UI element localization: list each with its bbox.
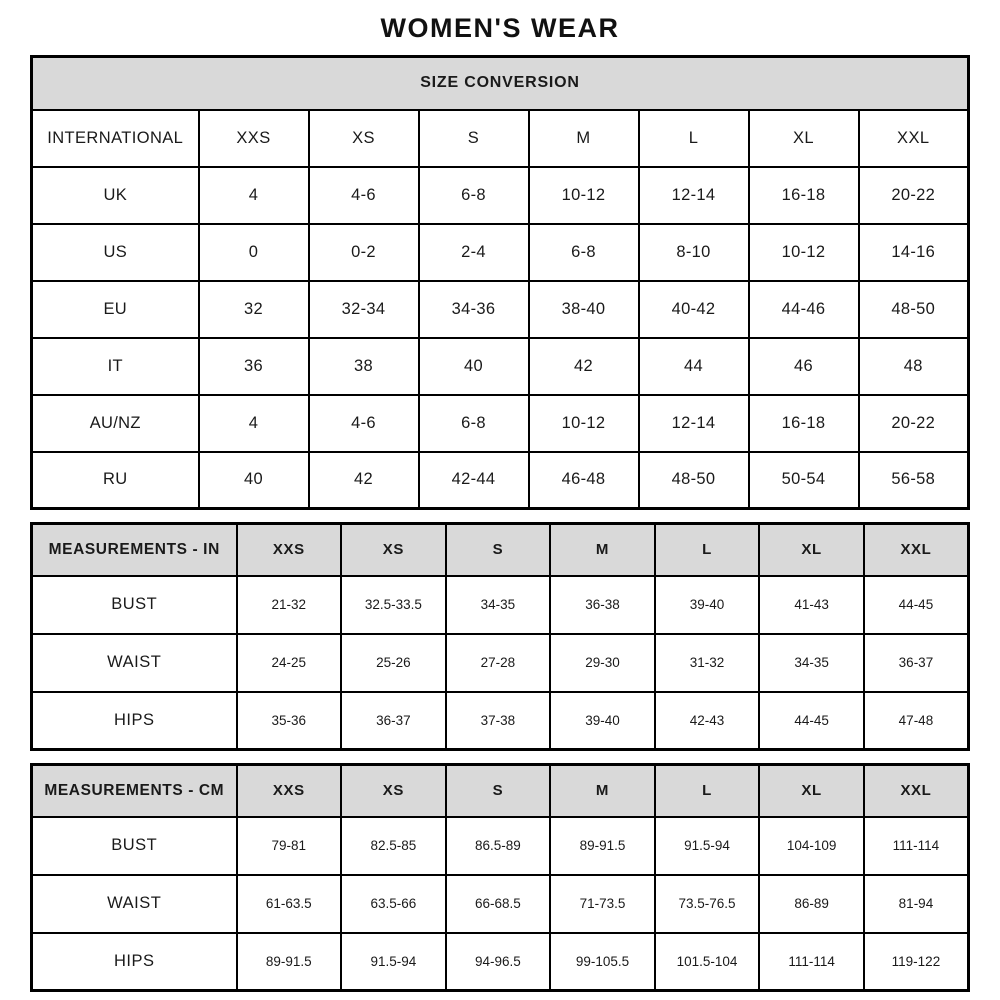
column-header: XS (309, 110, 419, 167)
row-label: EU (32, 281, 199, 338)
size-value: 39-40 (550, 692, 655, 750)
size-value: 34-35 (446, 576, 551, 634)
size-value: 10-12 (749, 224, 859, 281)
size-value: 12-14 (639, 395, 749, 452)
size-value: 20-22 (859, 395, 969, 452)
size-value: 101.5-104 (655, 933, 760, 991)
table-row (32, 634, 969, 692)
size-value: 42 (529, 338, 639, 395)
table-row (32, 692, 969, 750)
size-value: 61-63.5 (237, 875, 342, 933)
size-value: 16-18 (749, 167, 859, 224)
size-value: 63.5-66 (341, 875, 446, 933)
size-value: 40 (419, 338, 529, 395)
size-conversion-table (30, 55, 970, 510)
column-header: M (550, 524, 655, 576)
size-value: 82.5-85 (341, 817, 446, 875)
size-value: 10-12 (529, 395, 639, 452)
size-value: 20-22 (859, 167, 969, 224)
size-value: 25-26 (341, 634, 446, 692)
size-value: 111-114 (759, 933, 864, 991)
size-value: 4 (199, 395, 309, 452)
size-value: 71-73.5 (550, 875, 655, 933)
size-value: 89-91.5 (550, 817, 655, 875)
page-title: WOMEN'S WEAR (380, 13, 620, 43)
column-header: S (419, 110, 529, 167)
size-value: 36-37 (864, 634, 969, 692)
table-row (32, 524, 969, 576)
size-value: 2-4 (419, 224, 529, 281)
column-header: XXL (864, 765, 969, 817)
size-value: 40-42 (639, 281, 749, 338)
row-label: IT (32, 338, 199, 395)
size-value: 21-32 (237, 576, 342, 634)
size-value: 0-2 (309, 224, 419, 281)
size-value: 6-8 (419, 395, 529, 452)
row-label: WAIST (32, 634, 237, 692)
table-title: MEASUREMENTS - CM (32, 765, 237, 817)
column-header: L (639, 110, 749, 167)
column-header: XS (341, 765, 446, 817)
size-value: 48-50 (859, 281, 969, 338)
table-row (32, 817, 969, 875)
size-value: 91.5-94 (655, 817, 760, 875)
row-label: BUST (32, 576, 237, 634)
size-value: 81-94 (864, 875, 969, 933)
size-value: 37-38 (446, 692, 551, 750)
size-value: 44-45 (759, 692, 864, 750)
size-value: 86.5-89 (446, 817, 551, 875)
size-value: 35-36 (237, 692, 342, 750)
size-value: 4 (199, 167, 309, 224)
size-value: 34-36 (419, 281, 529, 338)
size-value: 73.5-76.5 (655, 875, 760, 933)
size-value: 42-43 (655, 692, 760, 750)
row-label: RU (32, 452, 199, 509)
size-value: 56-58 (859, 452, 969, 509)
size-value: 0 (199, 224, 309, 281)
row-label: HIPS (32, 933, 237, 991)
size-value: 24-25 (237, 634, 342, 692)
size-value: 104-109 (759, 817, 864, 875)
size-value: 4-6 (309, 395, 419, 452)
size-value: 10-12 (529, 167, 639, 224)
table-title: SIZE CONVERSION (32, 57, 969, 110)
size-value: 31-32 (655, 634, 760, 692)
measurements-in-table (30, 522, 970, 751)
column-header: L (655, 765, 760, 817)
table-row (32, 875, 969, 933)
table-row (32, 395, 969, 452)
size-value: 66-68.5 (446, 875, 551, 933)
size-value: 47-48 (864, 692, 969, 750)
column-header: S (446, 765, 551, 817)
size-value: 46 (749, 338, 859, 395)
measurements-cm-table (30, 763, 970, 992)
table-row (32, 338, 969, 395)
size-value: 8-10 (639, 224, 749, 281)
row-label: BUST (32, 817, 237, 875)
size-value: 41-43 (759, 576, 864, 634)
size-value: 14-16 (859, 224, 969, 281)
column-header: XXL (864, 524, 969, 576)
size-value: 32 (199, 281, 309, 338)
size-value: 99-105.5 (550, 933, 655, 991)
size-value: 91.5-94 (341, 933, 446, 991)
size-value: 36-38 (550, 576, 655, 634)
size-value: 40 (199, 452, 309, 509)
size-value: 4-6 (309, 167, 419, 224)
column-header: M (529, 110, 639, 167)
table-row (32, 281, 969, 338)
size-value: 38-40 (529, 281, 639, 338)
row-label: US (32, 224, 199, 281)
size-value: 48-50 (639, 452, 749, 509)
row-label: HIPS (32, 692, 237, 750)
table-row (32, 933, 969, 991)
table-row (32, 224, 969, 281)
row-label: AU/NZ (32, 395, 199, 452)
size-value: 44-46 (749, 281, 859, 338)
size-value: 27-28 (446, 634, 551, 692)
size-value: 94-96.5 (446, 933, 551, 991)
size-value: 44-45 (864, 576, 969, 634)
column-header: XL (759, 524, 864, 576)
table-row (32, 452, 969, 509)
table-row (32, 765, 969, 817)
size-value: 38 (309, 338, 419, 395)
size-value: 50-54 (749, 452, 859, 509)
size-value: 46-48 (529, 452, 639, 509)
size-value: 29-30 (550, 634, 655, 692)
size-value: 119-122 (864, 933, 969, 991)
size-value: 42 (309, 452, 419, 509)
size-value: 6-8 (529, 224, 639, 281)
row-label: UK (32, 167, 199, 224)
table-row (32, 167, 969, 224)
column-header: XXS (199, 110, 309, 167)
size-value: 44 (639, 338, 749, 395)
column-header: INTERNATIONAL (32, 110, 199, 167)
row-label: WAIST (32, 875, 237, 933)
column-header: XXS (237, 765, 342, 817)
size-value: 111-114 (864, 817, 969, 875)
size-value: 6-8 (419, 167, 529, 224)
size-value: 39-40 (655, 576, 760, 634)
size-value: 86-89 (759, 875, 864, 933)
column-header: S (446, 524, 551, 576)
size-value: 36-37 (341, 692, 446, 750)
column-header: L (655, 524, 760, 576)
table-title: MEASUREMENTS - IN (32, 524, 237, 576)
table-row (32, 57, 969, 110)
size-value: 36 (199, 338, 309, 395)
size-value: 79-81 (237, 817, 342, 875)
column-header: XL (749, 110, 859, 167)
table-row (32, 576, 969, 634)
column-header: XS (341, 524, 446, 576)
column-header: XL (759, 765, 864, 817)
size-value: 48 (859, 338, 969, 395)
size-value: 12-14 (639, 167, 749, 224)
size-value: 89-91.5 (237, 933, 342, 991)
size-value: 34-35 (759, 634, 864, 692)
size-value: 32.5-33.5 (341, 576, 446, 634)
column-header: XXS (237, 524, 342, 576)
table-row (32, 110, 969, 167)
column-header: XXL (859, 110, 969, 167)
column-header: M (550, 765, 655, 817)
size-value: 32-34 (309, 281, 419, 338)
size-value: 16-18 (749, 395, 859, 452)
size-value: 42-44 (419, 452, 529, 509)
